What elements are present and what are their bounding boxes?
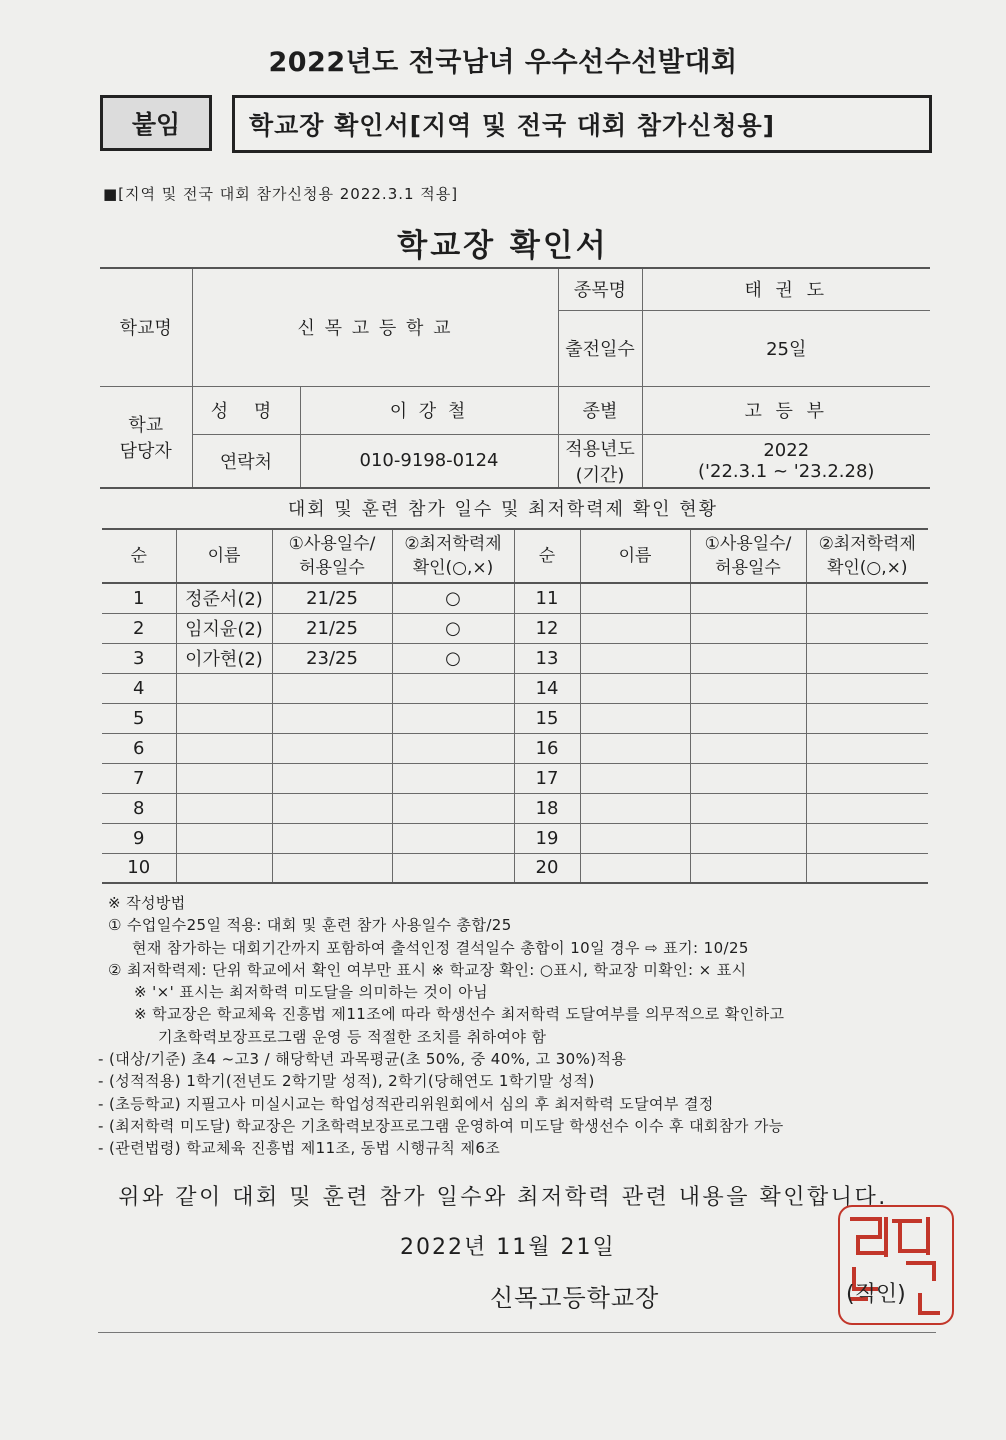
col-name-right: 이름 <box>580 529 690 583</box>
row-seq: 6 <box>102 733 176 763</box>
bottom-divider <box>98 1332 936 1333</box>
col-days-line2: 허용일수 <box>299 558 365 578</box>
row-seq-right: 13 <box>514 643 580 673</box>
row-check-right <box>806 703 928 733</box>
row-seq-right: 18 <box>514 793 580 823</box>
instruction-line: - (대상/기준) 초4 ~고3 / 해당학년 과목평균(초 50%, 중 40%, 고 30%)적용 <box>98 1050 627 1069</box>
row-check-right <box>806 643 928 673</box>
row-seq: 3 <box>102 643 176 673</box>
row-seq: 7 <box>102 763 176 793</box>
col-check-line1: ②최저학력제 <box>404 534 502 554</box>
row-name <box>176 733 272 763</box>
event-label: 종목명 <box>558 268 642 310</box>
col-days-right-line2: 허용일수 <box>715 558 781 578</box>
staff-label-line2: 담당자 <box>119 440 172 462</box>
seal-label: (직인) <box>846 1282 906 1307</box>
instruction-line: ① 수업일수25일 적용: 대회 및 훈련 참가 사용일수 총합/25 <box>108 916 512 935</box>
row-seq-right: 11 <box>514 583 580 613</box>
table-row <box>102 823 928 853</box>
row-days <box>272 763 392 793</box>
instruction-line: ※ '×' 표시는 최저학력 미도달을 의미하는 것이 아님 <box>134 983 489 1002</box>
row-seq-right: 16 <box>514 733 580 763</box>
row-days: 21/25 <box>272 613 392 643</box>
row-check <box>392 733 514 763</box>
instruction-line: - (관련법령) 학교체육 진흥법 제11조, 동법 시행규칙 제6조 <box>98 1139 501 1158</box>
instructions-title: ※ 작성방법 <box>108 894 186 912</box>
year-value <box>642 434 930 488</box>
row-name: 이가현(2) <box>176 643 272 673</box>
row-seq: 1 <box>102 583 176 613</box>
division-label: 종별 <box>558 386 642 434</box>
row-name-right <box>580 643 690 673</box>
writing-instructions <box>98 892 785 1160</box>
form-title-box: 학교장 확인서[지역 및 전국 대회 참가신청용] <box>232 95 932 153</box>
row-seq: 9 <box>102 823 176 853</box>
row-seq: 4 <box>102 673 176 703</box>
row-seq: 2 <box>102 613 176 643</box>
col-seq: 순 <box>102 529 176 583</box>
issue-date: 2022년 11월 21일 <box>400 1235 616 1260</box>
row-name-right <box>580 763 690 793</box>
participation-table <box>102 528 928 884</box>
school-label: 학교명 <box>100 268 192 386</box>
competition-title: 2022년도 전국남녀 우수선수선발대회 <box>268 47 738 78</box>
contact-label: 연락처 <box>192 434 300 488</box>
row-check <box>392 853 514 883</box>
row-seq-right: 19 <box>514 823 580 853</box>
row-name <box>176 673 272 703</box>
row-name-right <box>580 673 690 703</box>
col-check <box>392 529 514 583</box>
staff-label-line1: 학교 <box>128 414 164 436</box>
instruction-line: 기초학력보장프로그램 운영 등 적절한 조치를 취하여야 함 <box>158 1027 547 1046</box>
row-name <box>176 793 272 823</box>
contact-value: 010-9198-0124 <box>300 434 558 488</box>
year-value-line2: ('22.3.1 ~ '23.2.28) <box>698 460 875 482</box>
instruction-line: ② 최저학력제: 단위 학교에서 확인 여부만 표시 ※ 학교장 확인: ○표시, 학교장 미확인: × 표시 <box>108 960 747 979</box>
row-seq-right: 14 <box>514 673 580 703</box>
row-check <box>392 673 514 703</box>
row-name-right <box>580 703 690 733</box>
row-check-right <box>806 763 928 793</box>
row-check: ○ <box>392 643 514 673</box>
document-title: 학교장 확인서 <box>397 228 609 264</box>
confirmation-statement: 위와 같이 대회 및 훈련 참가 일수와 최저학력 관련 내용을 확인합니다. <box>118 1185 888 1210</box>
row-check-right <box>806 853 928 883</box>
event-name: 태 권 도 <box>642 268 930 310</box>
row-days: 21/25 <box>272 583 392 613</box>
row-name-right <box>580 853 690 883</box>
row-name: 정준서(2) <box>176 583 272 613</box>
row-seq-right: 15 <box>514 703 580 733</box>
col-name: 이름 <box>176 529 272 583</box>
col-check-right <box>806 529 928 583</box>
row-check-right <box>806 583 928 613</box>
table-row <box>102 673 928 703</box>
col-seq-right: 순 <box>514 529 580 583</box>
principal-signature: 신목고등학교장 <box>490 1284 660 1312</box>
row-days: 23/25 <box>272 643 392 673</box>
row-check-right <box>806 733 928 763</box>
row-name <box>176 823 272 853</box>
row-days-right <box>690 793 806 823</box>
table-row <box>102 703 928 733</box>
table-row <box>102 793 928 823</box>
row-check <box>392 823 514 853</box>
staff-label <box>100 386 192 488</box>
col-days-right-line1: ①사용일수/ <box>704 534 792 554</box>
row-check: ○ <box>392 583 514 613</box>
row-days <box>272 823 392 853</box>
row-days-right <box>690 733 806 763</box>
instruction-line: - (성적적용) 1학기(전년도 2학기말 성적), 2학기(당해연도 1학기말 성적) <box>98 1072 595 1091</box>
row-name <box>176 853 272 883</box>
table-row <box>102 763 928 793</box>
row-days <box>272 853 392 883</box>
row-days <box>272 733 392 763</box>
instruction-line: - (최저학력 미도달) 학교장은 기초학력보장프로그램 운영하여 미도달 학생선수 이수 후 대회참가 가능 <box>98 1116 784 1135</box>
row-days-right <box>690 823 806 853</box>
table-row <box>102 853 928 883</box>
row-name-right <box>580 733 690 763</box>
row-name-right <box>580 823 690 853</box>
year-label <box>558 434 642 488</box>
col-days-right <box>690 529 806 583</box>
table-row <box>102 643 928 673</box>
row-name <box>176 703 272 733</box>
row-seq: 8 <box>102 793 176 823</box>
table-row <box>102 583 928 613</box>
table-row <box>102 613 928 643</box>
row-check-right <box>806 613 928 643</box>
row-days-right <box>690 853 806 883</box>
form-note: ■[지역 및 전국 대회 참가신청용 2022.3.1 적용] <box>103 185 459 203</box>
col-check-right-line2: 확인(○,×) <box>826 558 908 578</box>
row-days-right <box>690 613 806 643</box>
instruction-line: - (초등학교) 지필고사 미실시교는 학업성적관리위원회에서 심의 후 최저학력 도달여부 결정 <box>98 1094 714 1113</box>
staff-name: 이 강 철 <box>300 386 558 434</box>
row-days <box>272 793 392 823</box>
year-label-line1: 적용년도 <box>565 438 635 460</box>
row-check <box>392 793 514 823</box>
row-days-right <box>690 583 806 613</box>
row-seq: 10 <box>102 853 176 883</box>
days-value: 25일 <box>642 310 930 386</box>
row-name: 임지윤(2) <box>176 613 272 643</box>
instruction-line: 현재 참가하는 대회기간까지 포함하여 출석인정 결석일수 총합이 10일 경우 ⇨ 표기: 10/25 <box>132 938 749 957</box>
attachment-badge: 붙임 <box>100 95 212 151</box>
row-check-right <box>806 793 928 823</box>
row-seq-right: 20 <box>514 853 580 883</box>
row-name <box>176 763 272 793</box>
row-days <box>272 673 392 703</box>
row-check-right <box>806 823 928 853</box>
row-days-right <box>690 643 806 673</box>
school-info-table <box>100 267 930 489</box>
row-check: ○ <box>392 613 514 643</box>
col-check-line2: 확인(○,×) <box>412 558 494 578</box>
year-label-line2: (기간) <box>575 464 625 486</box>
status-title: 대회 및 훈련 참가 일수 및 최저학력제 확인 현황 <box>287 499 719 520</box>
row-days <box>272 703 392 733</box>
name-label: 성 명 <box>192 386 300 434</box>
row-seq: 5 <box>102 703 176 733</box>
instruction-line: ※ 학교장은 학교체육 진흥법 제11조에 따라 학생선수 최저학력 도달여부를 의무적으로 확인하고 <box>134 1005 785 1024</box>
col-days <box>272 529 392 583</box>
row-name-right <box>580 613 690 643</box>
row-check <box>392 763 514 793</box>
row-seq-right: 17 <box>514 763 580 793</box>
row-days-right <box>690 673 806 703</box>
school-name: 신 목 고 등 학 교 <box>192 268 558 386</box>
table-row <box>102 733 928 763</box>
row-check-right <box>806 673 928 703</box>
row-seq-right: 12 <box>514 613 580 643</box>
year-value-line1: 2022 <box>763 439 810 461</box>
row-check <box>392 703 514 733</box>
row-days-right <box>690 763 806 793</box>
row-name-right <box>580 793 690 823</box>
row-days-right <box>690 703 806 733</box>
days-label: 출전일수 <box>558 310 642 386</box>
col-check-right-line1: ②최저학력제 <box>818 534 916 554</box>
row-name-right <box>580 583 690 613</box>
col-days-line1: ①사용일수/ <box>288 534 376 554</box>
division-value: 고 등 부 <box>642 386 930 434</box>
